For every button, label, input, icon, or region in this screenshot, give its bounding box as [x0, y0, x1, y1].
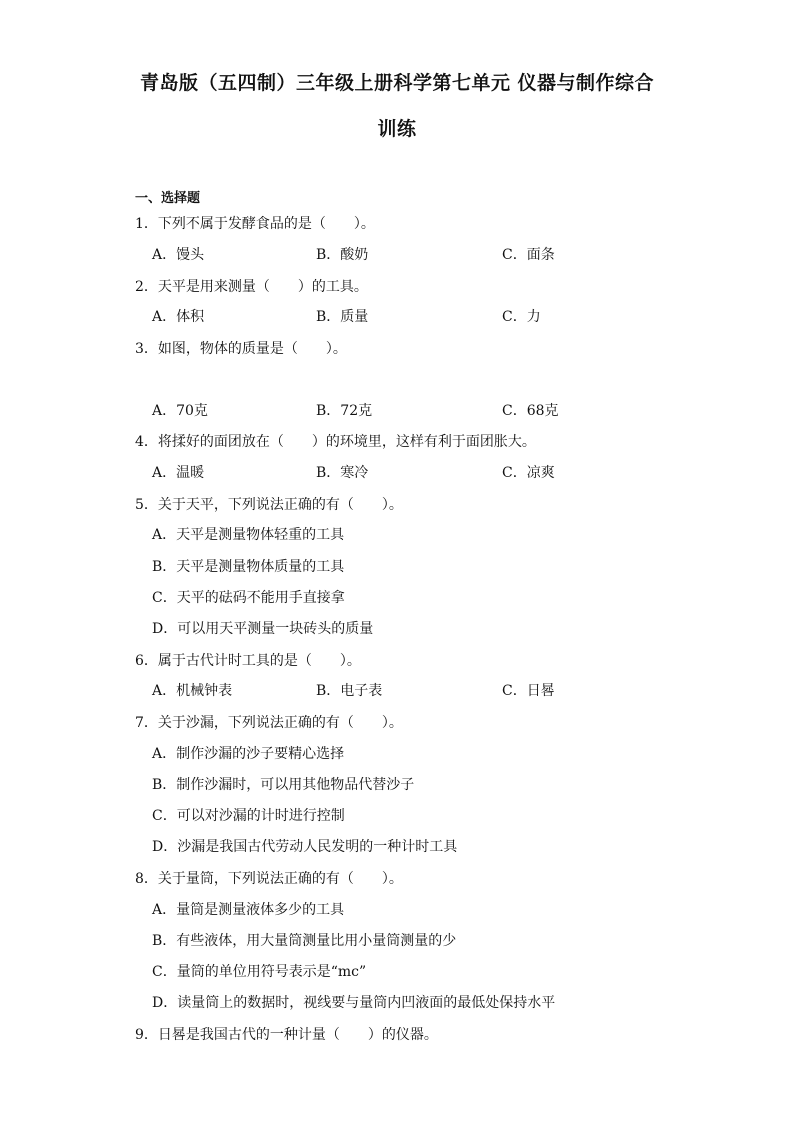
question-6-option-c: C．日晷 [502, 683, 555, 699]
section-heading: 一、选择题 [135, 191, 201, 206]
question-8-option-b: B．有些液体，用大量筒测量比用小量筒测量的少 [152, 933, 457, 949]
question-8-option-d: D．读量筒上的数据时，视线要与量筒内凹液面的最低处保持水平 [152, 995, 556, 1011]
question-8-option-a: A．量筒是测量液体多少的工具 [152, 902, 345, 918]
question-6-option-a: A．机械钟表 [152, 683, 233, 699]
question-4-stem: 4．将揉好的面团放在（ ）的环境里，这样有利于面团胀大。 [135, 434, 536, 450]
question-4-option-b: B．寒冷 [316, 465, 369, 481]
question-5-option-d: D．可以用天平测量一块砖头的质量 [152, 621, 374, 637]
question-3-option-b: B．72克 [316, 403, 373, 419]
page-title-continued: 训练 [377, 118, 417, 140]
question-6-option-b: B．电子表 [316, 683, 383, 699]
question-7-option-c: C．可以对沙漏的计时进行控制 [152, 808, 345, 824]
question-6-stem: 6．属于古代计时工具的是（ ）。 [135, 653, 361, 669]
question-5-option-b: B．天平是测量物体质量的工具 [152, 559, 345, 575]
question-9-stem: 9．日晷是我国古代的一种计量（ ）的仪器。 [135, 1027, 438, 1043]
question-2-option-a: A．体积 [152, 309, 205, 325]
question-2-stem: 2．天平是用来测量（ ）的工具。 [135, 279, 368, 295]
question-7-option-b: B．制作沙漏时，可以用其他物品代替沙子 [152, 777, 415, 793]
page-title: 青岛版（五四制）三年级上册科学第七单元 仪器与制作综合 [139, 72, 655, 94]
question-5-option-c: C．天平的砝码不能用手直接拿 [152, 590, 345, 606]
question-7-stem: 7．关于沙漏，下列说法正确的有（ ）。 [135, 715, 403, 731]
question-3-option-c: C．68克 [502, 403, 559, 419]
question-7-option-d: D．沙漏是我国古代劳动人民发明的一种计时工具 [152, 839, 458, 855]
question-1-option-c: C．面条 [502, 247, 555, 263]
question-5-option-a: A．天平是测量物体轻重的工具 [152, 527, 345, 543]
question-4-option-c: C．凉爽 [502, 465, 555, 481]
question-3-option-a: A．70克 [152, 403, 208, 419]
question-8-stem: 8．关于量筒，下列说法正确的有（ ）。 [135, 871, 403, 887]
question-1-option-b: B．酸奶 [316, 247, 369, 263]
question-5-stem: 5．关于天平，下列说法正确的有（ ）。 [135, 497, 403, 513]
question-2-option-b: B．质量 [316, 309, 369, 325]
question-3-stem: 3．如图，物体的质量是（ ）。 [135, 341, 347, 357]
question-2-option-c: C．力 [502, 309, 541, 325]
question-1-option-a: A．馒头 [152, 247, 205, 263]
question-1-stem: 1．下列不属于发酵食品的是（ ）。 [135, 216, 375, 232]
question-7-option-a: A．制作沙漏的沙子要精心选择 [152, 746, 345, 762]
question-4-option-a: A．温暖 [152, 465, 205, 481]
question-8-option-c: C．量筒的单位用符号表示是“mc” [152, 964, 367, 980]
